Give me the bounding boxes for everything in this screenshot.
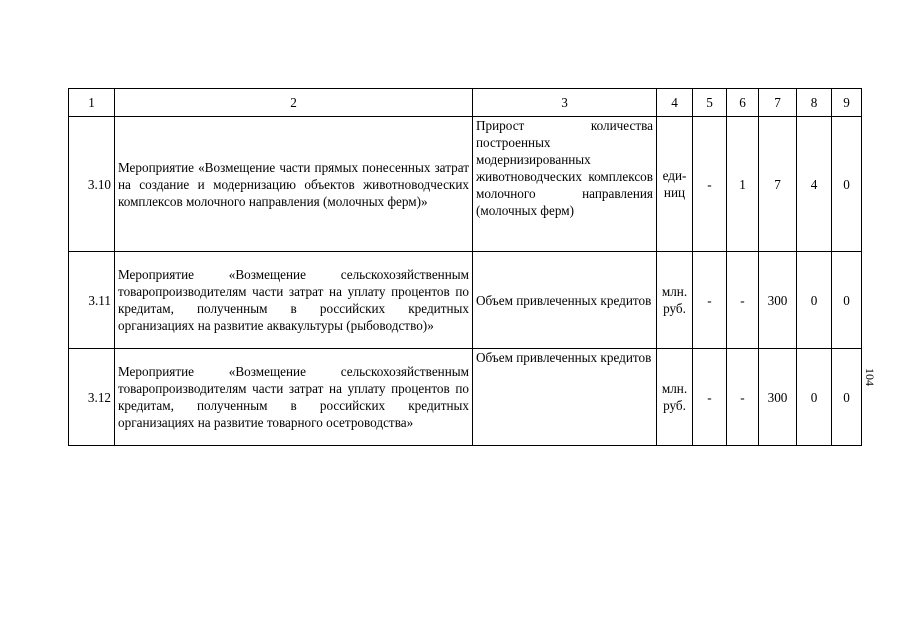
value-col-9: 0 [832,252,862,349]
page-number: 104 [863,368,877,386]
value-col-8: 4 [797,117,832,252]
indicator-name: Объем привлеченных кредитов [473,252,657,349]
value-col-7: 300 [759,252,797,349]
header-col-9: 9 [832,89,862,117]
table-row [69,349,862,446]
header-col-7: 7 [759,89,797,117]
header-col-2: 2 [115,89,473,117]
header-col-1: 1 [69,89,115,117]
header-col-8: 8 [797,89,832,117]
value-col-5: - [693,252,727,349]
table-row [69,252,862,349]
value-col-8: 0 [797,252,832,349]
value-col-6: - [727,349,759,446]
indicator-name: Объем привлеченных кредитов [473,349,657,446]
header-row [69,89,862,117]
row-number: 3.11 [69,252,115,349]
row-number: 3.12 [69,349,115,446]
indicator-name: Прирост количества построенных модернизированных животноводческих комплексов молочного направления (молочных ферм) [473,117,657,252]
value-col-5: - [693,117,727,252]
header-col-6: 6 [727,89,759,117]
row-number: 3.10 [69,117,115,252]
unit-of-measure: еди-ниц [657,117,693,252]
value-col-7: 300 [759,349,797,446]
activity-description: Мероприятие «Возмещение сельскохозяйственным товаропроизводителям части затрат на уплату процентов по кредитам, полученным в российских кредитных организациях на развитие аквакультуры (рыбоводство)» [115,252,473,349]
value-col-5: - [693,349,727,446]
value-col-6: - [727,252,759,349]
header-col-5: 5 [693,89,727,117]
activity-description: Мероприятие «Возмещение сельскохозяйственным товаропроизводителям части затрат на уплату процентов по кредитам, полученным в российских кредитных организациях на развитие товарного осетроводства» [115,349,473,446]
unit-of-measure: млн. руб. [657,252,693,349]
activities-table [68,88,862,446]
value-col-9: 0 [832,349,862,446]
activity-description: Мероприятие «Возмещение части прямых понесенных затрат на создание и модернизацию объектов животноводческих комплексов молочного направления (молочных ферм)» [115,117,473,252]
header-col-4: 4 [657,89,693,117]
table-row [69,117,862,252]
header-col-3: 3 [473,89,657,117]
value-col-7: 7 [759,117,797,252]
value-col-8: 0 [797,349,832,446]
value-col-6: 1 [727,117,759,252]
unit-of-measure: млн. руб. [657,349,693,446]
value-col-9: 0 [832,117,862,252]
